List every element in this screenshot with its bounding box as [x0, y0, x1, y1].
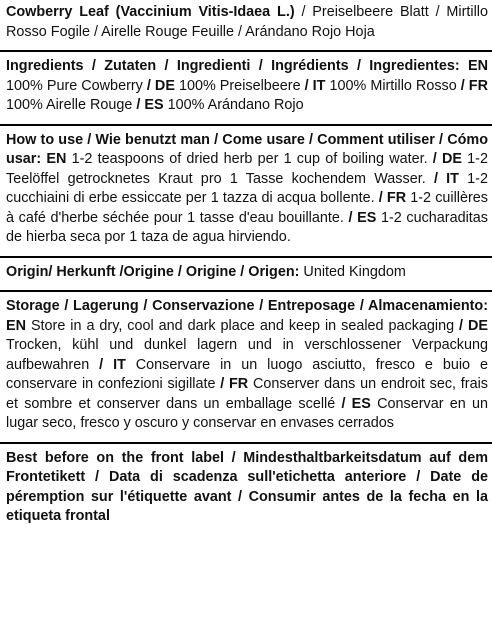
lang-code: / IT — [99, 356, 126, 373]
lang-code: / IT — [433, 170, 459, 187]
storage-text: Conservare in un luogo asciutto, fresco e buio e conservare in confezioni sigillate — [6, 356, 488, 392]
storage-text: Trocken, kühl und dunkel lagern und in verschlossener Verpackung aufbewahren — [6, 337, 488, 373]
storage-section — [6, 292, 488, 442]
origin-heading: Origin/ Herkunft /Origine / Origine / Origen: — [6, 263, 300, 280]
best-before-section — [6, 444, 488, 535]
title-latin: Cowberry Leaf (Vaccinium Vitis-Idaea L.) — [6, 4, 295, 20]
usage-text: 1-2 cucharaditas de hierba seca por 1 taza de agua hirviendo. — [6, 209, 488, 245]
lang-code: / FR — [220, 376, 249, 392]
title-section — [6, 0, 488, 50]
lang-code: / ES — [341, 395, 371, 412]
usage-text: 1-2 teaspoons of dried herb per 1 cup of boiling water. — [66, 151, 433, 167]
storage-text: Conservar en un lugar seco, fresco y oscuro y conservar en envases cerrados — [6, 395, 488, 431]
ingredients-section — [6, 52, 488, 124]
storage-text: Conserver dans un endroit sec, frais et sombre et conserver dans un emballage scellé — [6, 376, 488, 412]
lang-code: / FR — [378, 190, 407, 206]
ingredients-text: 100% Airelle Rouge — [6, 97, 137, 113]
usage-heading: How to use / Wie benutzt man / Come usare / Comment utiliser / Cómo usar: — [6, 131, 488, 167]
lang-code: / DE — [146, 77, 175, 94]
lang-code: EN — [6, 317, 26, 334]
best-before-heading: Best before on the front label / Mindesthaltbarkeitsdatum auf dem Frontetikett / Data di scadenza sull'etichetta anteriore / Date de péremption sur l'étiquette avant / Consumir antes de la fecha en la etiqueta frontal — [6, 449, 488, 524]
usage-section — [6, 126, 488, 256]
usage-text: 1-2 cucchiaini di erbe essiccate per 1 tazza di acqua bollente. — [6, 170, 488, 206]
ingredients-text: 100% Mirtillo Rosso — [325, 77, 461, 94]
ingredients-text: 100% Arándano Rojo — [163, 97, 304, 113]
usage-text: 1-2 cuillères à café d'herbe séchée pour 1 tasse d'eau bouillante. — [6, 190, 488, 226]
lang-code: / IT — [304, 77, 326, 94]
ingredients-heading: Ingredients / Zutaten / Ingredienti / Ingrédients / Ingredientes: — [6, 58, 460, 74]
lang-code: / ES — [136, 97, 164, 113]
lang-code: / FR — [460, 77, 488, 94]
origin-value: United Kingdom — [299, 263, 406, 280]
origin-section — [6, 258, 488, 291]
usage-text: 1-2 Teelöffel getrocknetes Kraut pro 1 Tasse kochendem Wasser. — [6, 151, 488, 187]
ingredients-text: 100% Pure Cowberry — [6, 77, 147, 94]
ingredients-text: 100% Preiselbeere — [174, 77, 305, 94]
lang-code: / DE — [432, 151, 462, 167]
lang-code: EN — [459, 58, 488, 74]
storage-text: Store in a dry, cool and dark place and keep in sealed packaging — [26, 317, 460, 334]
storage-heading: Storage / Lagerung / Conservazione / Entreposage / Almacenamiento: — [6, 298, 488, 314]
lang-code: EN — [41, 151, 67, 167]
lang-code: / ES — [348, 209, 377, 226]
lang-code: / DE — [459, 317, 488, 334]
title-translations: / Preiselbeere Blatt / Mirtillo Rosso Fogile / Airelle Rouge Feuille / Arándano Rojo Hoja — [6, 4, 488, 40]
